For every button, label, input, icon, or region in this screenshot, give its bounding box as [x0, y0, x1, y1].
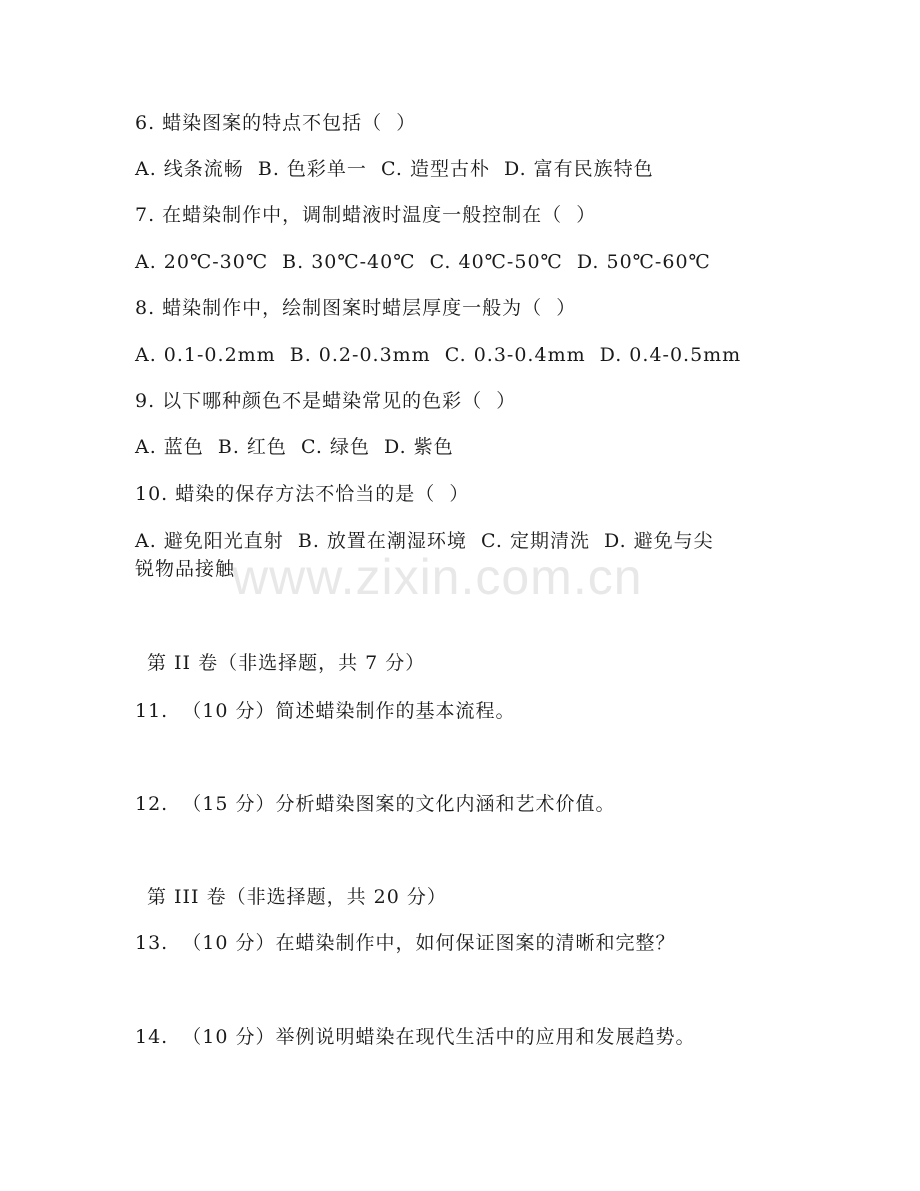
question-6-stem: 6. 蜡染图案的特点不包括（ ）	[135, 112, 417, 134]
section-3-title: 第 III 卷（非选择题，共 20 分）	[147, 886, 447, 908]
question-9-stem: 9. 以下哪种颜色不是蜡染常见的色彩（ ）	[135, 390, 517, 412]
question-10-options: A. 避免阳光直射 B. 放置在潮湿环境 C. 定期清洗 D. 避免与尖	[135, 530, 714, 552]
question-6-options: A. 线条流畅 B. 色彩单一 C. 造型古朴 D. 富有民族特色	[135, 158, 654, 180]
question-10-options-continued: 锐物品接触	[135, 558, 236, 580]
question-14: 14. （10 分）举例说明蜡染在现代生活中的应用和发展趋势。	[135, 1026, 696, 1048]
question-7-options: A. 20℃-30℃ B. 30℃-40℃ C. 40℃-50℃ D. 50℃-60℃	[135, 251, 711, 273]
question-7-stem: 7. 在蜡染制作中，调制蜡液时温度一般控制在（ ）	[135, 204, 597, 226]
question-13: 13. （10 分）在蜡染制作中，如何保证图案的清晰和完整？	[135, 932, 676, 954]
question-9-options: A. 蓝色 B. 红色 C. 绿色 D. 紫色	[135, 436, 454, 458]
question-8-stem: 8. 蜡染制作中，绘制图案时蜡层厚度一般为（ ）	[135, 297, 577, 319]
section-2-title: 第 II 卷（非选择题，共 7 分）	[147, 652, 426, 674]
watermark: www.zixin.com.cn	[232, 549, 643, 605]
question-12: 12. （15 分）分析蜡染图案的文化内涵和艺术价值。	[135, 793, 616, 815]
question-11: 11. （10 分）简述蜡染制作的基本流程。	[135, 700, 516, 722]
question-10-stem: 10. 蜡染的保存方法不恰当的是（ ）	[135, 483, 470, 505]
question-8-options: A. 0.1-0.2mm B. 0.2-0.3mm C. 0.3-0.4mm D. 0.4-0.5mm	[135, 344, 742, 366]
